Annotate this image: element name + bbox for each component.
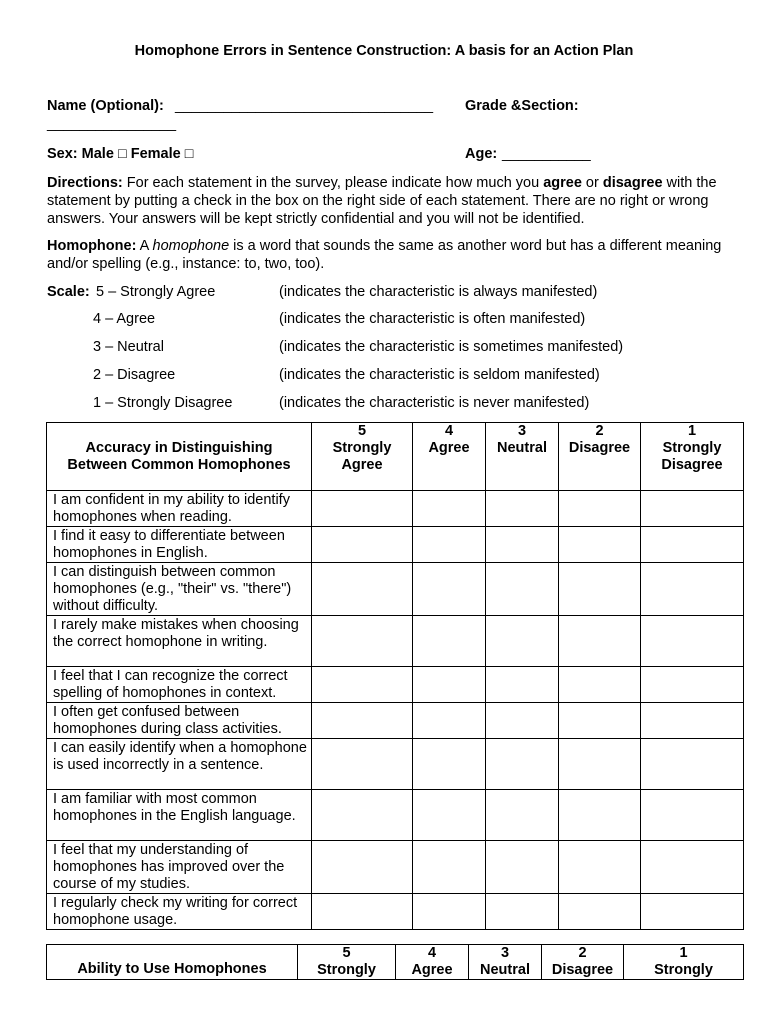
female-checkbox-icon[interactable]: □ xyxy=(184,146,194,162)
rating-cell-1[interactable] xyxy=(641,739,744,790)
rating-cell-3[interactable] xyxy=(486,491,559,527)
accuracy-survey-table xyxy=(46,422,744,930)
rating-cell-3[interactable] xyxy=(486,790,559,841)
column-header-4 xyxy=(413,423,486,491)
column-header-4-num: 4 xyxy=(427,945,437,961)
rating-cell-5[interactable] xyxy=(312,894,413,930)
scale-meaning-2: (indicates the characteristic is seldom manifested) xyxy=(279,367,600,383)
scale-value-3: 3 – Neutral xyxy=(93,339,164,355)
rating-cell-2[interactable] xyxy=(559,667,641,703)
accuracy-heading xyxy=(47,423,312,491)
table-header-row xyxy=(47,945,744,980)
rating-cell-4[interactable] xyxy=(413,703,486,739)
scale-meaning-1: (indicates the characteristic is never manifested) xyxy=(279,395,590,411)
column-header-3-num: 3 xyxy=(517,423,527,439)
table-row xyxy=(47,790,744,841)
accuracy-heading-line2: Between Common Homophones xyxy=(67,456,291,473)
column-header-3-num: 3 xyxy=(500,945,510,961)
homophone-definition xyxy=(47,237,737,273)
rating-cell-5[interactable] xyxy=(312,841,413,894)
rating-cell-4[interactable] xyxy=(413,894,486,930)
scale-value-2: 2 – Disagree xyxy=(93,367,176,383)
rating-cell-2[interactable] xyxy=(559,616,641,667)
rating-cell-2[interactable] xyxy=(559,527,641,563)
rating-cell-3[interactable] xyxy=(486,667,559,703)
rating-cell-2[interactable] xyxy=(559,894,641,930)
scale-label: Scale: xyxy=(47,284,90,300)
column-header-2-line1: Disagree xyxy=(568,440,631,456)
rating-cell-3[interactable] xyxy=(486,841,559,894)
rating-cell-5[interactable] xyxy=(312,790,413,841)
directions-text-2: with the statement by putting a check in the box on the right side of each statement. There are no right or wrong answers. Your answers will be kept strictly confidential and you will not be identified. xyxy=(47,175,717,227)
rating-cell-2[interactable] xyxy=(559,703,641,739)
table-row xyxy=(47,527,744,563)
directions-disagree: disagree xyxy=(602,175,663,191)
statement-cell: I rarely make mistakes when choosing the correct homophone in writing. xyxy=(47,616,312,667)
directions-agree: agree xyxy=(543,175,582,191)
statement-cell: I am familiar with most common homophones in the English language. xyxy=(47,790,312,841)
scale-value-4: 4 – Agree xyxy=(93,311,156,327)
rating-cell-1[interactable] xyxy=(641,563,744,616)
rating-cell-2[interactable] xyxy=(559,739,641,790)
column-header-1 xyxy=(624,945,744,980)
sex-male-label: Sex: Male xyxy=(47,146,114,162)
column-header-1-num: 1 xyxy=(679,945,688,961)
scale-value-5: 5 – Strongly Agree xyxy=(96,284,216,300)
scale-meaning-4: (indicates the characteristic is often manifested) xyxy=(279,311,586,327)
column-header-3 xyxy=(486,423,559,491)
column-header-2 xyxy=(542,945,624,980)
rating-cell-1[interactable] xyxy=(641,790,744,841)
column-header-4 xyxy=(396,945,469,980)
rating-cell-1[interactable] xyxy=(641,491,744,527)
statement-cell: I find it easy to differentiate between homophones in English. xyxy=(47,527,312,563)
directions-text-1: For each statement in the survey, please indicate how much you xyxy=(122,175,544,191)
homophone-label: Homophone: xyxy=(47,238,137,254)
rating-cell-2[interactable] xyxy=(559,491,641,527)
statement-cell: I can easily identify when a homophone is used incorrectly in a sentence. xyxy=(47,739,312,790)
rating-cell-3[interactable] xyxy=(486,563,559,616)
rating-cell-3[interactable] xyxy=(486,703,559,739)
age-blank[interactable]: ___________ xyxy=(502,146,591,162)
rating-cell-4[interactable] xyxy=(413,790,486,841)
rating-cell-1[interactable] xyxy=(641,616,744,667)
table-row xyxy=(47,667,744,703)
rating-cell-5[interactable] xyxy=(312,527,413,563)
statement-cell: I am confident in my ability to identify homophones when reading. xyxy=(47,491,312,527)
statement-cell: I regularly check my writing for correct homophone usage. xyxy=(47,894,312,930)
rating-cell-4[interactable] xyxy=(413,667,486,703)
column-header-5-num: 5 xyxy=(342,945,351,961)
column-header-1-num: 1 xyxy=(687,423,697,439)
column-header-3-line1: Neutral xyxy=(497,440,547,456)
rating-cell-1[interactable] xyxy=(641,703,744,739)
rating-cell-1[interactable] xyxy=(641,527,744,563)
column-header-1-line2: Disagree xyxy=(661,457,723,473)
column-header-3-line1: Neutral xyxy=(480,962,530,978)
homophone-text-1: A xyxy=(136,238,153,254)
rating-cell-2[interactable] xyxy=(559,563,641,616)
homophone-text-2: is a word that sounds the same as another word but has a different meaning and/or spelling (e.g., instance: to, two, too). xyxy=(47,238,722,272)
directions-paragraph xyxy=(47,174,737,228)
rating-cell-5[interactable] xyxy=(312,491,413,527)
homophone-term: homophone xyxy=(152,238,230,254)
rating-cell-5[interactable] xyxy=(312,703,413,739)
rating-cell-5[interactable] xyxy=(312,739,413,790)
rating-cell-5[interactable] xyxy=(312,667,413,703)
rating-cell-5[interactable] xyxy=(312,563,413,616)
column-header-3 xyxy=(469,945,542,980)
column-header-1-line1: Strongly xyxy=(662,440,722,456)
column-header-2-num: 2 xyxy=(578,945,587,961)
directions-label: Directions: xyxy=(47,175,123,191)
rating-cell-2[interactable] xyxy=(559,841,641,894)
column-header-5 xyxy=(312,423,413,491)
rating-cell-1[interactable] xyxy=(641,894,744,930)
column-header-5-num: 5 xyxy=(357,423,367,439)
rating-cell-1[interactable] xyxy=(641,667,744,703)
table-row xyxy=(47,563,744,616)
column-header-5 xyxy=(298,945,396,980)
column-header-4-line1: Agree xyxy=(411,962,453,978)
statement-cell: I feel that I can recognize the correct spelling of homophones in context. xyxy=(47,667,312,703)
rating-cell-1[interactable] xyxy=(641,841,744,894)
statement-cell: I can distinguish between common homophones (e.g., "their" vs. "there") without difficulty. xyxy=(47,563,312,616)
table-row xyxy=(47,894,744,930)
rating-cell-4[interactable] xyxy=(413,841,486,894)
column-header-2-line1: Disagree xyxy=(551,962,614,978)
column-header-5-line2: Agree xyxy=(341,457,383,473)
ability-survey-table xyxy=(46,944,744,980)
column-header-4-num: 4 xyxy=(444,423,454,439)
column-header-5-line1: Strongly xyxy=(332,440,392,456)
column-header-4-line1: Agree xyxy=(428,440,470,456)
column-header-1-line1: Strongly xyxy=(654,962,713,978)
scale-meaning-3: (indicates the characteristic is sometimes manifested) xyxy=(279,339,624,355)
rating-cell-3[interactable] xyxy=(486,527,559,563)
rating-cell-3[interactable] xyxy=(486,894,559,930)
rating-cell-2[interactable] xyxy=(559,790,641,841)
column-header-5-line1: Strongly xyxy=(317,962,376,978)
rating-cell-4[interactable] xyxy=(413,491,486,527)
age-label: Age: xyxy=(465,146,498,162)
rating-cell-3[interactable] xyxy=(486,616,559,667)
table-header-row xyxy=(47,423,744,491)
column-header-2-num: 2 xyxy=(595,423,604,439)
directions-or: or xyxy=(581,175,603,191)
table-row xyxy=(47,841,744,894)
column-header-1 xyxy=(641,423,744,491)
table-row xyxy=(47,616,744,667)
male-checkbox-icon[interactable]: □ xyxy=(117,146,127,162)
grade-section-label: Grade &Section: xyxy=(465,98,579,114)
rating-cell-4[interactable] xyxy=(413,616,486,667)
table-row xyxy=(47,491,744,527)
rating-cell-5[interactable] xyxy=(312,616,413,667)
name-label: Name (Optional): xyxy=(47,98,164,114)
table-row xyxy=(47,739,744,790)
scale-value-1: 1 – Strongly Disagree xyxy=(93,395,233,411)
scale-meaning-5: (indicates the characteristic is always manifested) xyxy=(279,284,598,300)
column-header-2 xyxy=(559,423,641,491)
accuracy-heading-line1: Accuracy in Distinguishing xyxy=(85,439,273,456)
statement-cell: I feel that my understanding of homophones has improved over the course of my studies. xyxy=(47,841,312,894)
document-title: Homophone Errors in Sentence Construction: A basis for an Action Plan xyxy=(134,43,634,59)
ability-heading: Ability to Use Homophones xyxy=(47,945,298,980)
rating-cell-3[interactable] xyxy=(486,739,559,790)
sex-line xyxy=(47,146,194,162)
female-label: Female xyxy=(130,146,181,162)
grade-section-blank[interactable]: ________________ xyxy=(47,116,177,132)
table-row xyxy=(47,703,744,739)
rating-cell-4[interactable] xyxy=(413,563,486,616)
name-blank[interactable]: ________________________________ xyxy=(175,98,434,114)
rating-cell-4[interactable] xyxy=(413,527,486,563)
statement-cell: I often get confused between homophones during class activities. xyxy=(47,703,312,739)
rating-cell-4[interactable] xyxy=(413,739,486,790)
